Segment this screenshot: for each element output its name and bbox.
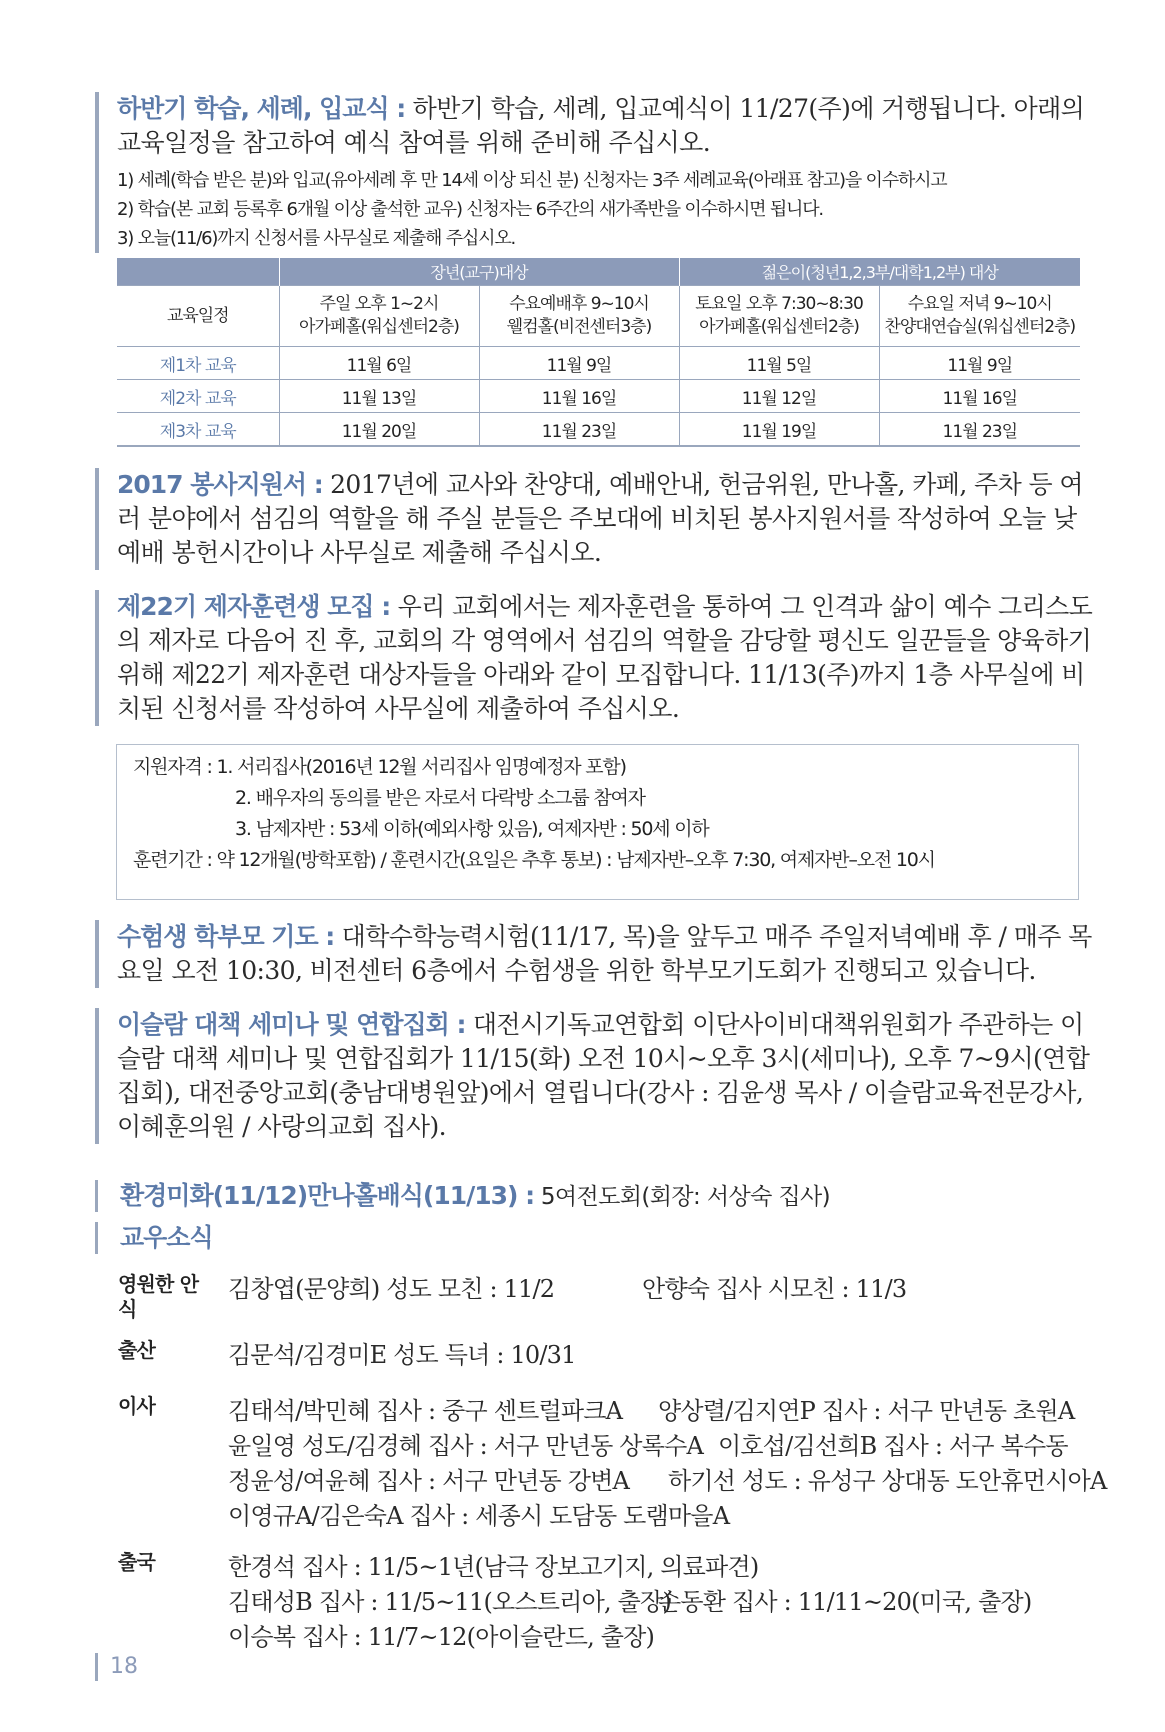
col-header-3: 토요일 오후 7:30~8:30 아가페홀(워십센터2층): [679, 286, 879, 347]
baptism-notes: [117, 166, 1097, 253]
seminar-notice-text: 대전시기독교연합회 이단사이비대책위원회가 주관하는 이슬람 대책 세미나 및 연합집회가 11/15(화) 오전 10시~오후 3시(세미나), 오후 7~9시(연합집회), 대전중앙교회(충남대병원앞)에서 열립니다(강사 : 김윤생 목사 / 이슬람교육전문강사, 이혜훈의원 / 사랑의교회 집사).: [117, 1010, 1090, 1141]
baptism-note-1: 1) 세례(학습 받은 분)와 입교(유아세례 후 만 14세 이상 되신 분) 신청자는 3주 세례교육(아래표 참고)을 이수하시고: [117, 170, 947, 191]
requirement-line-3: 3. 남제자반 : 53세 이하(예외사항 있음), 여제자반 : 50세 이하: [235, 818, 709, 840]
baptism-note-2: 2) 학습(본 교회 등록후 6개월 이상 출석한 교우) 신청자는 6주간의 새가족반을 이수하시면 됩니다.: [117, 199, 823, 220]
baptism-note-3: 3) 오늘(11/6)까지 신청서를 사무실로 제출해 주십시오.: [117, 228, 516, 249]
baptism-notice-title: 하반기 학습, 세례, 입교식 :: [117, 94, 406, 123]
discipleship-notice-title: 제22기 제자훈련생 모집 :: [117, 592, 391, 621]
table-row: [117, 413, 1080, 447]
table-row: [117, 380, 1080, 413]
list-item: 이영규A/김은숙A 집사 : 세종시 도담동 도램마을A: [228, 1502, 730, 1530]
discipleship-notice-text: 우리 교회에서는 제자훈련을 통하여 그 인격과 삶이 예수 그리스도의 제자로 다음어 진 후, 교회의 각 영역에서 섬김의 역할을 감당할 평신도 일꾼들을 양육하기 위해 제22기 제자훈련 대상자들을 아래와 같이 모집합니다. 11/13(주)까지 1층 사무실에 비치된 신청서를 작성하여 사무실에 제출하여 주십시오.: [117, 592, 1093, 723]
cleaning-notice-title: 환경미화(11/12)만나홀배식(11/13) :: [120, 1181, 535, 1210]
exam-prayer-notice: [95, 920, 1097, 988]
table-cell: 11월 23일: [479, 413, 679, 447]
table-cell: 11월 5일: [679, 347, 879, 380]
news-label-abroad: 출국: [118, 1550, 156, 1574]
list-item: 손동환 집사 : 11/11~20(미국, 출장): [658, 1588, 1032, 1616]
list-item: 한경석 집사 : 11/5~1년(남극 장보고기지, 의료파견): [228, 1553, 759, 1581]
baptism-notice-text: 하반기 학습, 세례, 입교예식이 11/27(주)에 거행됩니다. 아래의 교육일정을 참고하여 예식 참여를 위해 준비해 주십시오.: [117, 94, 1085, 157]
row-header-schedule: 교육일정: [117, 286, 279, 347]
news-label-birth: 출산: [118, 1338, 156, 1362]
list-item: 윤일영 성도/김경혜 집사 : 서구 만년동 상록수A: [228, 1432, 703, 1460]
members-news-title: 교우소식: [120, 1223, 213, 1252]
list-item: 정윤성/여윤혜 집사 : 서구 만년동 강변A: [228, 1467, 630, 1495]
page-number: 18: [95, 1653, 138, 1681]
table-cell: 11월 9일: [879, 347, 1080, 380]
row-label: 제3차 교육: [117, 413, 279, 447]
row-label: 제2차 교육: [117, 380, 279, 413]
table-cell: 11월 12일: [679, 380, 879, 413]
group-header-adult: 장년(교구)대상: [279, 258, 679, 286]
list-item: 김태성B 집사 : 11/5~11(오스트리아, 출장): [228, 1588, 671, 1616]
table-cell: 11월 19일: [679, 413, 879, 447]
news-label-condolence: 영원한 안식: [118, 1272, 199, 1321]
table-cell: 11월 16일: [479, 380, 679, 413]
training-period-line: 훈련기간 : 약 12개월(방학포함) / 훈련시간(요일은 추후 통보) : 남제자반–오후 7:30, 여제자반–오전 10시: [133, 849, 935, 871]
list-item: 이승복 집사 : 11/7~12(아이슬란드, 출장): [228, 1623, 655, 1651]
col-header-2: 수요예배후 9~10시 웰컴홀(비전센터3층): [479, 286, 679, 347]
group-header-youth: 젊은이(청년1,2,3부/대학1,2부) 대상: [679, 258, 1080, 286]
list-item: 김태석/박민혜 집사 : 중구 센트럴파크A: [228, 1397, 623, 1425]
table-cell: 11월 9일: [479, 347, 679, 380]
volunteer-notice: [95, 468, 1097, 570]
cleaning-notice-text: 5여전도회(회장: 서상숙 집사): [534, 1184, 831, 1210]
row-label: 제1차 교육: [117, 347, 279, 380]
seminar-notice: [95, 1008, 1097, 1144]
table-cell: 11월 6일: [279, 347, 479, 380]
education-schedule-table: [117, 258, 1080, 447]
volunteer-notice-title: 2017 봉사지원서 :: [117, 470, 323, 499]
requirement-line-1: 지원자격 : 1. 서리집사(2016년 12월 서리집사 임명예정자 포함): [133, 756, 626, 778]
list-item: 하기선 성도 : 유성구 상대동 도안휴먼시아A: [668, 1467, 1107, 1495]
col-header-1: 주일 오후 1~2시 아가페홀(워십센터2층): [279, 286, 479, 347]
discipleship-notice: [95, 590, 1097, 726]
discipleship-requirements-box: [116, 744, 1079, 900]
table-cell: 11월 23일: [879, 413, 1080, 447]
news-condolence-a: 김창엽(문양희) 성도 모친 : 11/2: [228, 1275, 555, 1303]
exam-prayer-notice-text: 대학수학능력시험(11/17, 목)을 앞두고 매주 주일저녁예배 후 / 매주 목요일 오전 10:30, 비전센터 6층에서 수험생을 위한 학부모기도회가 진행되고 있습니다.: [117, 922, 1092, 985]
table-cell: 11월 20일: [279, 413, 479, 447]
cleaning-notice: [95, 1180, 1100, 1212]
baptism-notice: [95, 92, 1097, 253]
seminar-notice-title: 이슬람 대책 세미나 및 연합집회 :: [117, 1010, 466, 1039]
col-header-4: 수요일 저녁 9~10시 찬양대연습실(워십센터2층): [879, 286, 1080, 347]
news-birth-a: 김문석/김경미E 성도 득녀 : 10/31: [228, 1341, 576, 1369]
list-item: 이호섭/김선희B 집사 : 서구 복수동: [718, 1432, 1068, 1460]
list-item: 양상렬/김지연P 집사 : 서구 만년동 초원A: [658, 1397, 1075, 1425]
volunteer-notice-text: 2017년에 교사와 찬양대, 예배안내, 헌금위원, 만나홀, 카페, 주차 등 여러 분야에서 섬김의 역할을 해 주실 분들은 주보대에 비치된 봉사지원서를 작성하여 오늘 낮예배 봉헌시간이나 사무실로 제출해 주십시오.: [117, 470, 1083, 567]
exam-prayer-notice-title: 수험생 학부모 기도 :: [117, 922, 335, 951]
news-condolence-b: 안향숙 집사 시모친 : 11/3: [642, 1275, 907, 1303]
table-corner-header: [117, 258, 279, 286]
table-cell: 11월 13일: [279, 380, 479, 413]
table-row: [117, 347, 1080, 380]
table-cell: 11월 16일: [879, 380, 1080, 413]
members-news-heading: [95, 1222, 1100, 1254]
news-label-moving: 이사: [118, 1394, 156, 1418]
requirement-line-2: 2. 배우자의 동의를 받은 자로서 다락방 소그룹 참여자: [235, 787, 645, 809]
